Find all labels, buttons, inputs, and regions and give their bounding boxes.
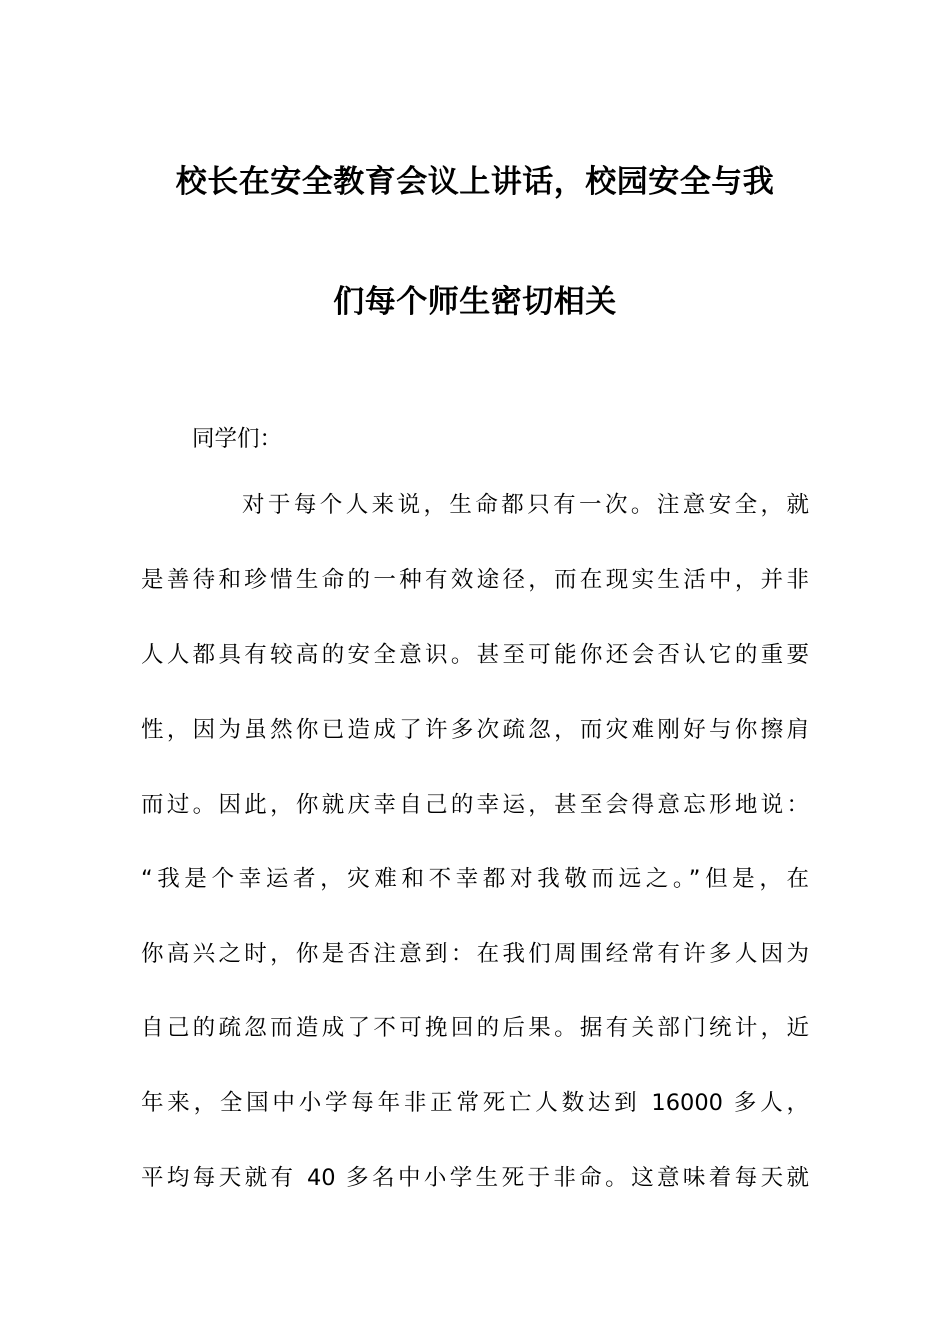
body-line-4: 性，因为虽然你已造成了许多次疏忽，而灾难刚好与你擦肩	[141, 717, 809, 743]
body-line-10: 平均每天就有 40 多名中小学生死于非命。这意味着每天就	[141, 1165, 809, 1191]
body-line-5: 而过。因此，你就庆幸自己的幸运，甚至会得意忘形地说：	[141, 792, 809, 818]
document-title-line-2: 们每个师生密切相关	[333, 284, 617, 320]
document-title-line-1: 校长在安全教育会议上讲话，校园安全与我	[175, 164, 775, 200]
body-line-1: 对于每个人来说，生命都只有一次。注意安全，就	[242, 492, 809, 518]
greeting: 同学们：	[192, 426, 283, 452]
body-line-6: “我是个幸运者，灾难和不幸都对我敬而远之。”但是，在	[141, 866, 809, 892]
body-line-8: 自己的疏忽而造成了不可挽回的后果。据有关部门统计，近	[141, 1015, 809, 1041]
body-line-7: 你高兴之时，你是否注意到：在我们周围经常有许多人因为	[141, 941, 809, 967]
body-line-9: 年来，全国中小学每年非正常死亡人数达到 16000 多人，	[141, 1090, 809, 1116]
body-line-2: 是善待和珍惜生命的一种有效途径，而在现实生活中，并非	[141, 567, 809, 593]
body-line-3: 人人都具有较高的安全意识。甚至可能你还会否认它的重要	[141, 642, 809, 668]
